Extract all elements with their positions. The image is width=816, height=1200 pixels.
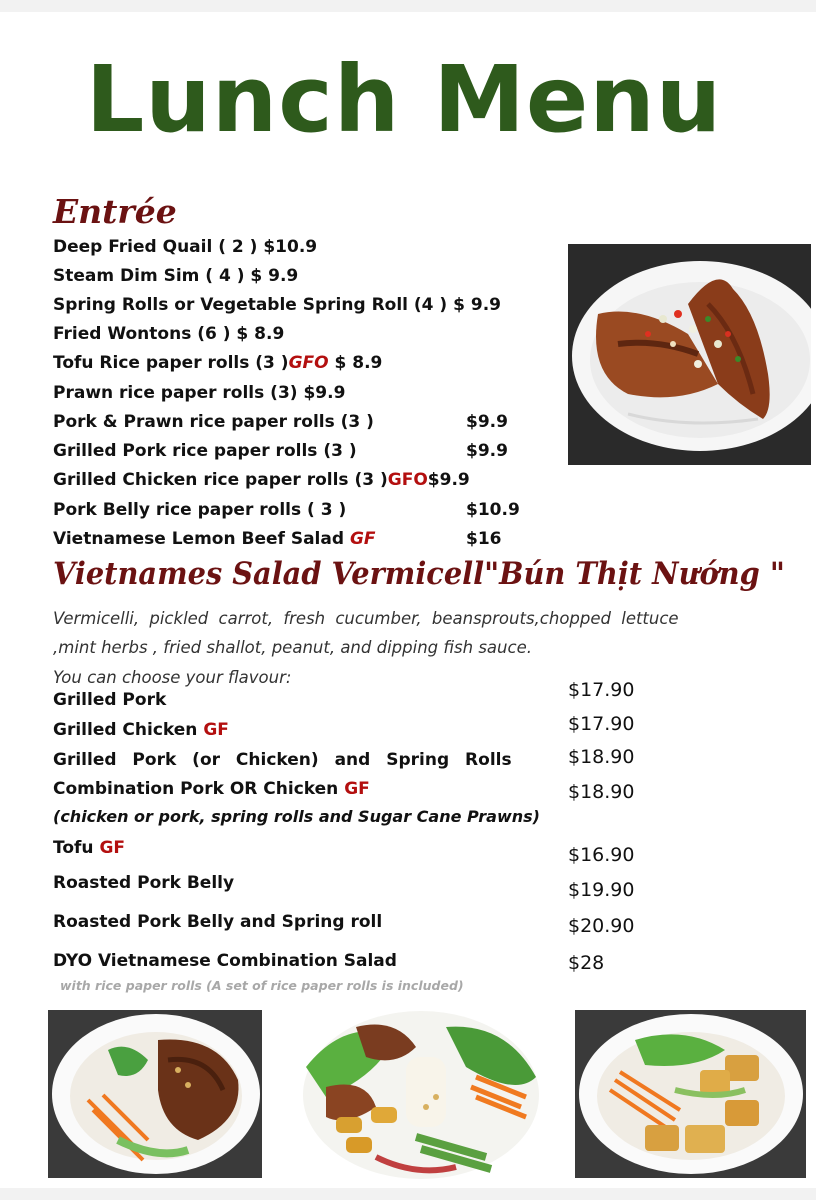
gfo-tag: GFO <box>288 353 329 373</box>
gf-tag: GF <box>203 720 229 740</box>
vermicelli-tofu-photo <box>575 1010 806 1178</box>
salad-item: Roasted Pork Belly <box>53 873 235 893</box>
salad-price: $16.90 <box>568 844 635 866</box>
gf-tag: GF <box>349 529 376 549</box>
entree-item <box>53 528 376 550</box>
bowl-pork-icon <box>48 1010 262 1178</box>
entree-item <box>53 469 470 491</box>
salad-price: $28 <box>568 952 605 974</box>
entree-item: Fried Wontons (6 ) $ 8.9 <box>53 324 285 344</box>
entree-price: $9.9 <box>466 441 508 461</box>
salad-item <box>53 719 229 741</box>
quail-photo <box>568 244 811 465</box>
salad-price: $17.90 <box>568 679 635 701</box>
salad-description: Vermicelli, pickled carrot, fresh cucumber, beansprouts,chopped lettuce <box>53 609 679 628</box>
flavour-prompt: You can choose your flavour: <box>53 668 292 687</box>
salad-price: $18.90 <box>568 781 635 803</box>
entree-price: $9.9 <box>466 412 508 432</box>
quail-photo-icon <box>568 244 811 465</box>
item-price: $ 8.9 <box>328 353 383 373</box>
item-price: $9.9 <box>427 470 470 490</box>
combination-note: (chicken or pork, spring rolls and Sugar Cane Prawns) <box>53 807 540 826</box>
entree-item: Grilled Pork rice paper rolls (3 ) <box>53 441 357 461</box>
gf-tag: GF <box>344 779 370 799</box>
entree-item: Pork & Prawn rice paper rolls (3 ) <box>53 412 374 432</box>
item-name: Grilled Chicken rice paper rolls (3 ) <box>53 470 388 490</box>
salad-item: Grilled Pork (or Chicken) and Spring Rolls <box>53 750 512 770</box>
page-title: Lunch Menu <box>85 46 723 153</box>
salad-price: $20.90 <box>568 915 635 937</box>
entree-heading: Entrée <box>53 192 177 231</box>
item-name: Tofu Rice paper rolls (3 ) <box>53 353 289 373</box>
item-name: Grilled Chicken <box>53 720 204 740</box>
salad-item: DYO Vietnamese Combination Salad <box>53 951 397 971</box>
entree-price: $10.9 <box>466 500 520 520</box>
salad-item <box>53 837 125 859</box>
entree-item: Pork Belly rice paper rolls ( 3 ) <box>53 500 347 520</box>
entree-item: Prawn rice paper rolls (3) $9.9 <box>53 383 346 403</box>
entree-item: Deep Fried Quail ( 2 ) $10.9 <box>53 237 318 257</box>
salad-heading: Vietnames Salad Vermicell"Bún Thịt Nướng " <box>53 556 785 592</box>
vermicelli-pork-photo <box>48 1010 262 1178</box>
item-name: Combination Pork OR Chicken <box>53 779 345 799</box>
entree-price: $16 <box>466 529 502 549</box>
menu-page <box>0 12 816 1188</box>
dyo-note: with rice paper rolls (A set of rice paper rolls is included) <box>60 978 464 993</box>
entree-item <box>53 352 382 374</box>
entree-item: Spring Rolls or Vegetable Spring Roll (4 ) $ 9.9 <box>53 295 501 315</box>
salad-item: Grilled Pork <box>53 690 167 710</box>
salad-price: $18.90 <box>568 746 635 768</box>
item-name: Tofu <box>53 838 100 858</box>
salad-price: $17.90 <box>568 713 635 735</box>
combination-platter-photo <box>286 1007 556 1181</box>
gf-tag: GF <box>99 838 126 858</box>
bowl-tofu-icon <box>575 1010 806 1178</box>
gfo-tag: GFO <box>387 470 428 490</box>
salad-description: ,mint herbs , fried shallot, peanut, and dipping fish sauce. <box>53 638 532 657</box>
salad-item: Roasted Pork Belly and Spring roll <box>53 912 383 932</box>
salad-item <box>53 778 370 800</box>
entree-item: Steam Dim Sim ( 4 ) $ 9.9 <box>53 266 299 286</box>
item-name: Vietnamese Lemon Beef Salad <box>53 529 350 549</box>
combination-platter-icon <box>286 1007 556 1181</box>
salad-price: $19.90 <box>568 879 635 901</box>
